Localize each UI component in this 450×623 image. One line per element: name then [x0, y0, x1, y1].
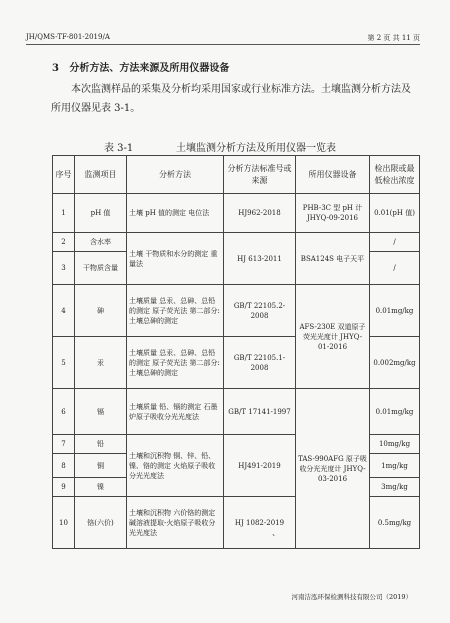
row-limit: 0.002mg/kg [370, 337, 420, 389]
header-limit: 检出限或最低检出浓度 [370, 156, 420, 194]
section-number: 3 [52, 63, 59, 74]
metals-standard: HJ491-2019 [224, 435, 296, 497]
row-standard: GB/T 22105.1-2008 [224, 337, 296, 389]
header-divider [26, 44, 420, 45]
moisture-method: 土壤 干物质和水分的测定 重量法 [127, 233, 224, 285]
row-item: 汞 [75, 337, 127, 389]
document-id: JH/QMS-TF-801-2019/A [26, 33, 110, 41]
table-header-row [53, 156, 420, 194]
row-limit: 0.01(pH 值) [370, 194, 420, 233]
row-item: 铅 [75, 435, 127, 454]
afs-instrument: AFS-230E 双道原子荧光光度计 JHYQ-01-2016 [296, 285, 370, 389]
row-standard: GB/T 22105.2-2008 [224, 285, 296, 337]
row-standard: HJ962-2018 [224, 194, 296, 233]
row-method: 土壤质量 铅、镉的测定 石墨炉原子吸收分光光度法 [127, 389, 224, 435]
row-limit: 10mg/kg [370, 435, 420, 454]
row-method: 土壤质量 总汞、总砷、总铅的测定 原子荧光法 第二部分:土壤总砷的测定 [127, 285, 224, 337]
intro-paragraph: 本次监测样品的采集及分析均采用国家或行业标准方法。土壤监测分析方法及所用仪器见表 3-1。 [51, 84, 411, 114]
row-no: 4 [53, 285, 75, 337]
row-limit: 0.01mg/kg [370, 285, 420, 337]
table-row [53, 285, 420, 337]
moisture-instrument: BSA124S 电子天平 [296, 233, 370, 285]
methods-table [52, 155, 420, 549]
row-item: 铜 [75, 454, 127, 478]
row-no: 7 [53, 435, 75, 454]
table-caption-title: 土壤监测分析方法及所用仪器一览表 [176, 143, 336, 154]
row-no: 3 [53, 252, 75, 285]
row-item: 铬(六价) [75, 497, 127, 549]
row-instrument: PHB-3C 型 pH 计 JHYQ-09-2016 [296, 194, 370, 233]
row-no: 10 [53, 497, 75, 549]
header-instrument: 所用仪器设备 [296, 156, 370, 194]
stray-mark: 、 [272, 528, 280, 537]
section-heading [52, 59, 229, 74]
moisture-standard: HJ 613-2011 [224, 233, 296, 285]
table-caption-number: 表 3-1 [104, 143, 134, 154]
row-method: 土壤质量 总汞、总砷、总铅的测定 原子荧光法 第二部分:土壤总砷的测定 [127, 337, 224, 389]
row-limit: / [370, 233, 420, 252]
row-limit: 3mg/kg [370, 478, 420, 497]
table-row [53, 233, 420, 252]
section-title: 分析方法、方法来源及所用仪器设备 [69, 63, 230, 74]
row-limit: 0.01mg/kg [370, 389, 420, 435]
row-limit: 0.5mg/kg [370, 497, 420, 549]
row-limit: 1mg/kg [370, 454, 420, 478]
header-item: 监测项目 [75, 156, 127, 194]
metals-method: 土壤和沉积物 铜、锌、铅、镍、铬的测定 火焰原子吸收分光光度法 [127, 435, 224, 497]
aas-instrument: TAS-990AFG 原子吸收分光光度计 JHYQ-03-2016 [296, 389, 370, 549]
row-standard: HJ 1082-2019 [224, 497, 296, 549]
page-number: 第 2 页 共 11 页 [367, 34, 420, 42]
row-item: pH 值 [75, 194, 127, 233]
company-footer: 河南洁泓环保检测科技有限公司（2019） [291, 593, 412, 601]
header-standard: 分析方法标准号或来源 [224, 156, 296, 194]
row-method: 土壤和沉积物 六价铬的测定 碱溶液提取-火焰原子吸收分光光度法 [127, 497, 224, 549]
row-method: 土壤 pH 值的测定 电位法 [127, 194, 224, 233]
row-standard: GB/T 17141-1997 [224, 389, 296, 435]
row-limit: / [370, 252, 420, 285]
row-item: 干物质含量 [75, 252, 127, 285]
header-no: 序号 [53, 156, 75, 194]
row-item: 含水率 [75, 233, 127, 252]
row-item: 镍 [75, 478, 127, 497]
row-no: 2 [53, 233, 75, 252]
row-no: 9 [53, 478, 75, 497]
row-item: 砷 [75, 285, 127, 337]
table-row [53, 194, 420, 233]
row-no: 1 [53, 194, 75, 233]
table-row [53, 389, 420, 435]
header-method: 分析方法 [127, 156, 224, 194]
row-item: 镉 [75, 389, 127, 435]
row-no: 6 [53, 389, 75, 435]
row-no: 8 [53, 454, 75, 478]
row-no: 5 [53, 337, 75, 389]
